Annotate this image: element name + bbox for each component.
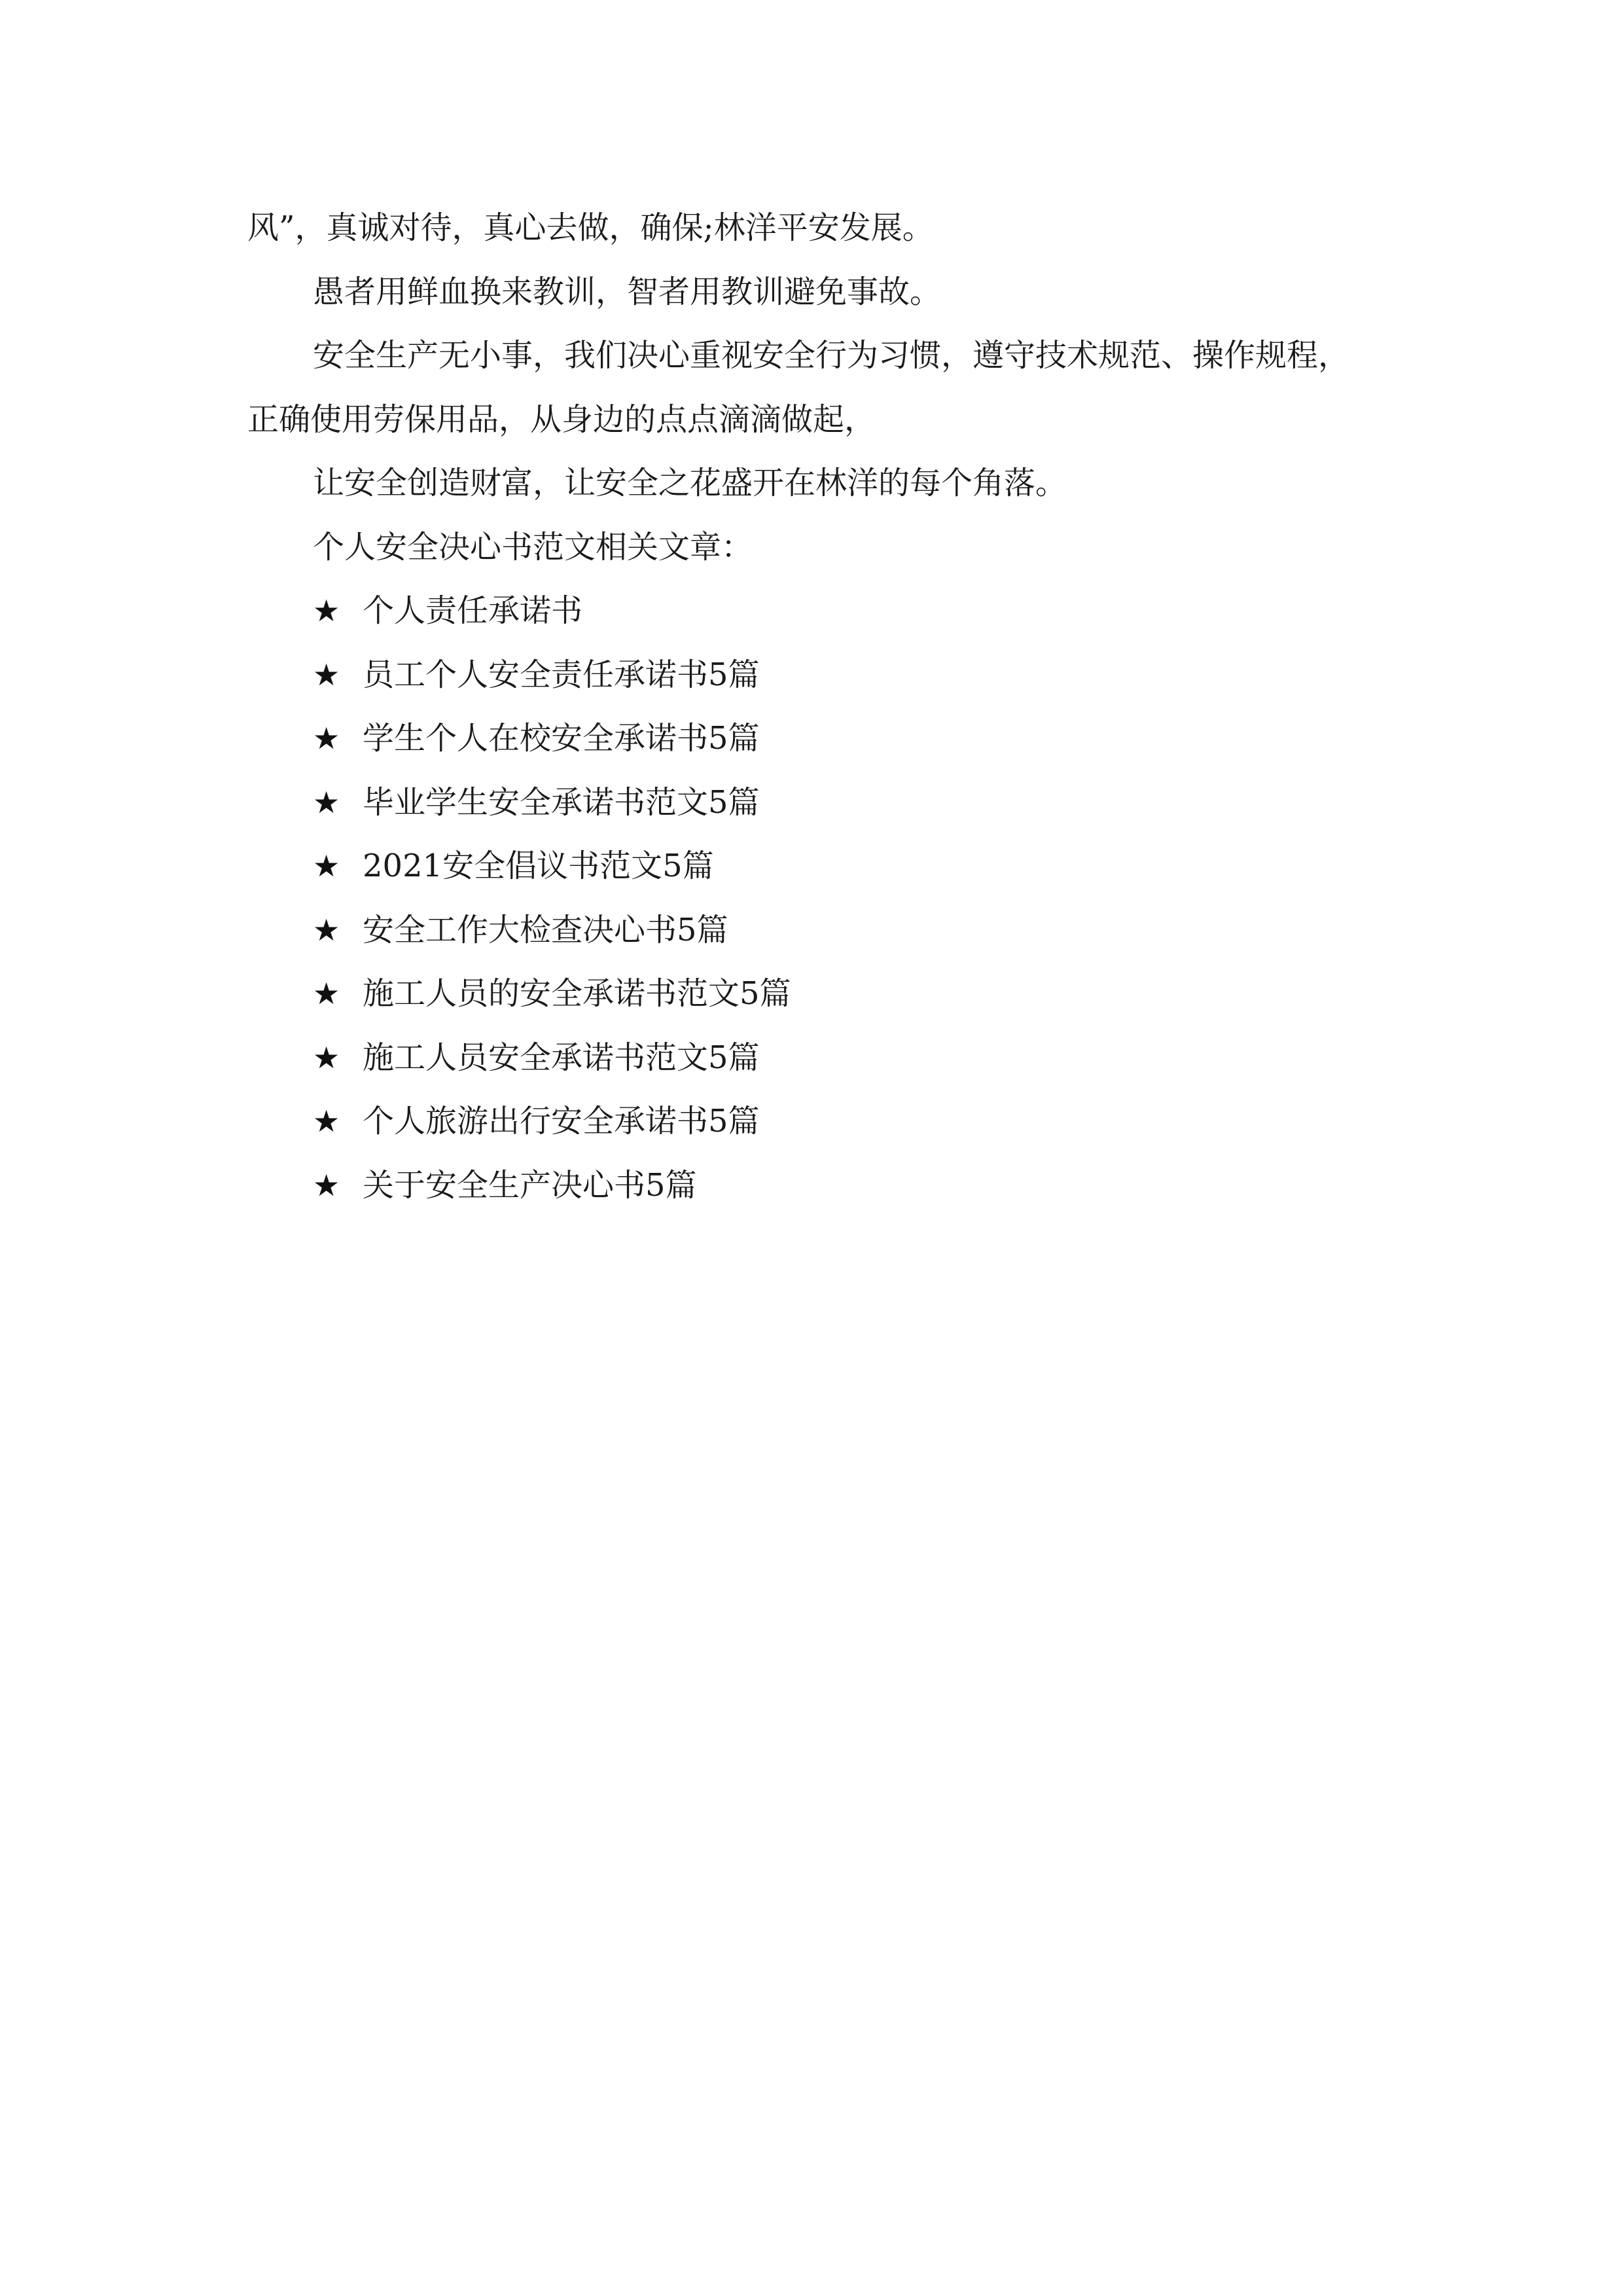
related-articles-list xyxy=(247,579,1399,1217)
star-icon: ★ xyxy=(313,784,340,820)
star-icon: ★ xyxy=(313,721,340,756)
related-article-link[interactable]: 施工人员安全承诺书范文5篇 xyxy=(363,1039,760,1076)
paragraph-safety-line-1: 安全生产无小事，我们决心重视安全行为习惯，遵守技术规范、操作规程， xyxy=(313,337,1350,374)
related-article-link[interactable]: 个人旅游出行安全承诺书5篇 xyxy=(363,1103,760,1139)
related-article-link[interactable]: 员工个人安全责任承诺书5篇 xyxy=(363,656,760,693)
paragraph-closing: 让安全创造财富，让安全之花盛开在林洋的每个角落。 xyxy=(313,465,1067,501)
paragraph-lesson: 愚者用鲜血换来教训，智者用教训避免事故。 xyxy=(313,273,942,310)
page-content xyxy=(247,196,1399,1217)
list-item[interactable] xyxy=(247,834,1399,899)
related-article-link[interactable]: 学生个人在校安全承诺书5篇 xyxy=(363,720,760,757)
related-article-link[interactable]: 安全工作大检查决心书5篇 xyxy=(363,911,728,948)
star-icon: ★ xyxy=(313,848,340,884)
paragraph-continuation: 风”，真诚对待，真心去做，确保;林洋平安发展。 xyxy=(247,209,934,246)
paragraph-safety-line-2: 正确使用劳保用品，从身边的点点滴滴做起， xyxy=(247,401,876,438)
star-icon: ★ xyxy=(313,912,340,948)
list-item[interactable] xyxy=(247,899,1399,963)
related-article-link[interactable]: 关于安全生产决心书5篇 xyxy=(363,1166,697,1204)
star-icon: ★ xyxy=(313,1103,340,1139)
list-item[interactable] xyxy=(247,643,1399,708)
star-icon: ★ xyxy=(313,976,340,1011)
list-item[interactable] xyxy=(247,579,1399,643)
list-item[interactable] xyxy=(247,771,1399,835)
list-item[interactable] xyxy=(247,707,1399,771)
list-item[interactable] xyxy=(247,962,1399,1026)
related-article-link[interactable]: 施工人员的安全承诺书范文5篇 xyxy=(363,975,791,1012)
related-articles-heading: 个人安全决心书范文相关文章： xyxy=(313,528,753,565)
related-article-link[interactable]: 2021安全倡议书范文5篇 xyxy=(363,848,714,884)
list-item[interactable] xyxy=(247,1154,1399,1218)
list-item[interactable] xyxy=(247,1090,1399,1154)
star-icon: ★ xyxy=(313,656,340,692)
related-article-link[interactable]: 毕业学生安全承诺书范文5篇 xyxy=(363,783,760,821)
list-item[interactable] xyxy=(247,1026,1399,1090)
star-icon: ★ xyxy=(313,1039,340,1075)
star-icon: ★ xyxy=(313,1167,340,1203)
star-icon: ★ xyxy=(313,593,340,628)
related-article-link[interactable]: 个人责任承诺书 xyxy=(363,592,583,629)
